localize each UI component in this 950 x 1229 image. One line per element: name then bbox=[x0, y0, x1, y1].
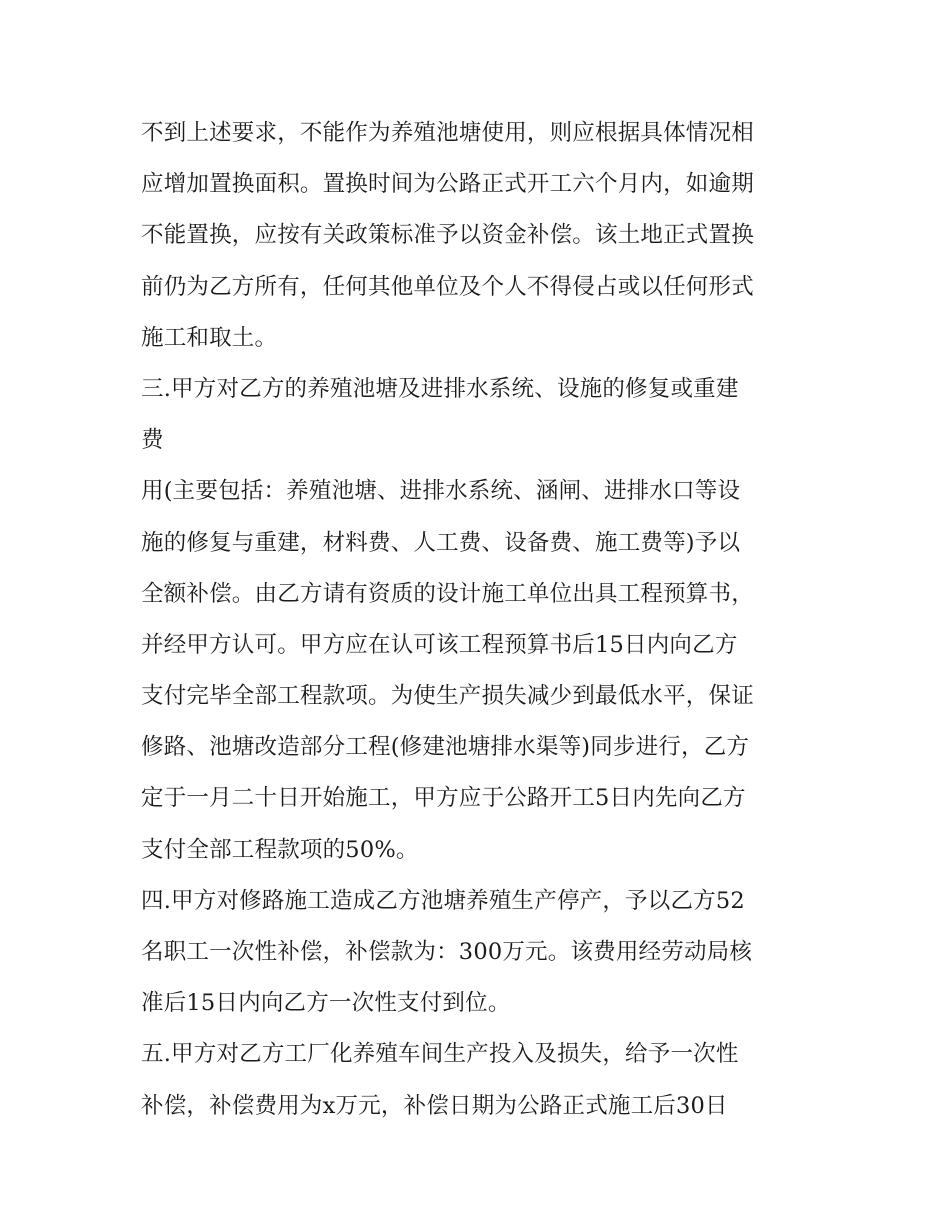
section-heading-line: 五.甲方对乙方工厂化养殖车间生产投入及损失，给予一次性 bbox=[141, 1041, 739, 1068]
paragraph-line: 施的修复与重建，材料费、人工费、设备费、施工费等)予以 bbox=[141, 529, 741, 556]
paragraph-line: 不到上述要求，不能作为养殖池塘使用，则应根据具体情况相 bbox=[141, 120, 754, 146]
paragraph-line: 并经甲方认可。甲方应在认可该工程预算书后15日内向乙方 bbox=[141, 631, 738, 658]
paragraph-line: 修路、池塘改造部分工程(修建池塘排水渠等)同步进行，乙方 bbox=[141, 734, 750, 761]
paragraph-line: 不能置换，应按有关政策标准予以资金补偿。该土地正式置换 bbox=[141, 222, 754, 249]
paragraph-line: 定于一月二十日开始施工，甲方应于公路开工5日内先向乙方 bbox=[141, 785, 746, 812]
section-heading-line: 三.甲方对乙方的养殖池塘及进排水系统、设施的修复或重建 bbox=[141, 375, 739, 402]
paragraph-line: 补偿，补偿费用为x万元，补偿日期为公路正式施工后30日 bbox=[141, 1092, 728, 1119]
paragraph-line: 费 bbox=[141, 427, 164, 454]
paragraph-line: 全额补偿。由乙方请有资质的设计施工单位出具工程预算书， bbox=[141, 580, 754, 607]
paragraph-line: 支付全部工程款项的50%。 bbox=[141, 836, 419, 863]
paragraph-line: 施工和取土。 bbox=[141, 324, 278, 351]
paragraph-line: 名职工一次性补偿，补偿款为：300万元。该费用经劳动局核 bbox=[141, 939, 753, 965]
paragraph-line: 前仍为乙方所有，任何其他单位及个人不得侵占或以任何形式 bbox=[141, 273, 754, 300]
paragraph-line: 支付完毕全部工程款项。为使生产损失减少到最低水平，保证 bbox=[141, 683, 754, 710]
section-heading-line: 四.甲方对修路施工造成乙方池塘养殖生产停产，予以乙方52 bbox=[141, 887, 745, 914]
paragraph-line: 准后15日内向乙方一次性支付到位。 bbox=[141, 990, 511, 1017]
document-body bbox=[141, 108, 821, 1132]
paragraph-line: 用(主要包括：养殖池塘、进排水系统、涵闸、进排水口等设 bbox=[141, 478, 741, 505]
paragraph-line: 应增加置换面积。置换时间为公路正式开工六个月内，如逾期 bbox=[141, 171, 754, 198]
